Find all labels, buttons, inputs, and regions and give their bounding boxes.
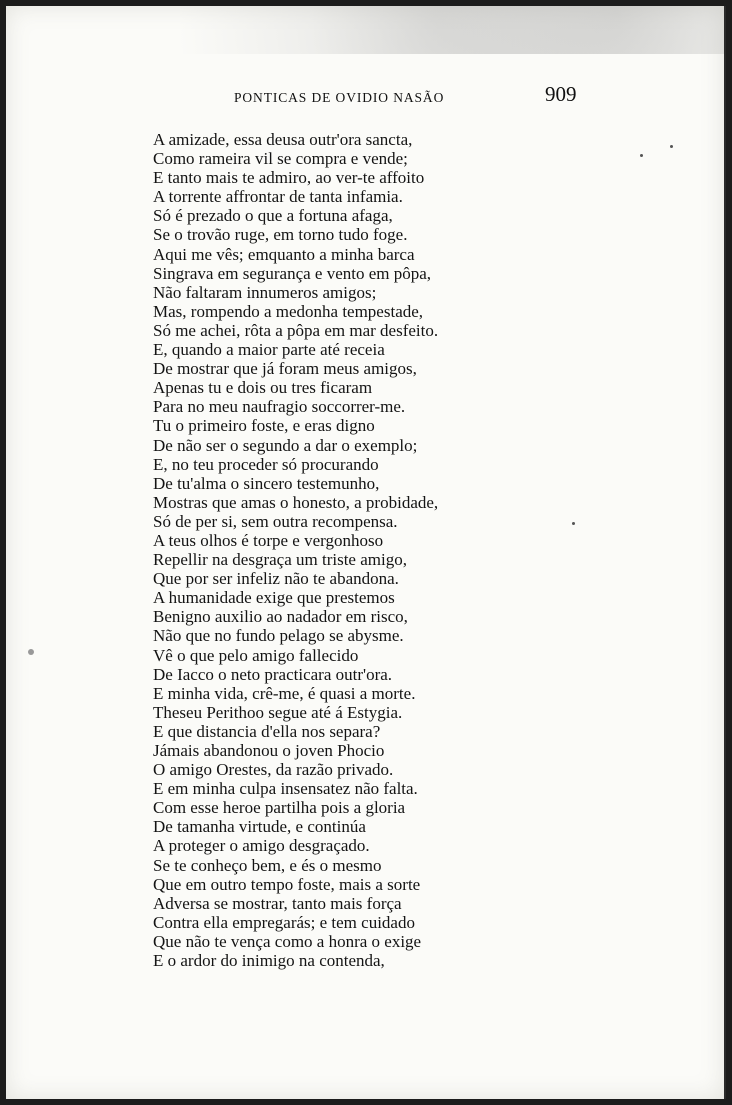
verse-line: A torrente affrontar de tanta infamia. bbox=[153, 187, 403, 207]
verse-line: Benigno auxilio ao nadador em risco, bbox=[153, 607, 408, 627]
verse-line: A proteger o amigo desgraçado. bbox=[153, 836, 370, 856]
page-speck bbox=[670, 145, 673, 148]
verse-line: A amizade, essa deusa outr'ora sancta, bbox=[153, 130, 413, 149]
verse-line: Mas, rompendo a medonha tempestade, bbox=[153, 301, 424, 321]
page-speck bbox=[28, 649, 34, 655]
verse-line: De tamanha virtude, e continúa bbox=[153, 817, 366, 837]
verse-line: E em minha culpa insensatez não falta. bbox=[153, 779, 418, 799]
page-speck bbox=[572, 522, 575, 525]
verse-line: Singrava em segurança e vento em pôpa, bbox=[153, 263, 432, 283]
verse-line: Adversa se mostrar, tanto mais força bbox=[153, 893, 402, 913]
verse-line: Contra ella empregarás; e tem cuidado bbox=[153, 912, 415, 932]
verse-line: Jámais abandonou o joven Phocio bbox=[153, 741, 385, 760]
running-title: PONTICAS DE OVIDIO NASÃO bbox=[234, 90, 445, 105]
verse-line: Mostras que amas o honesto, a probidade, bbox=[153, 492, 439, 512]
verse-line: Se o trovão ruge, em torno tudo foge. bbox=[153, 225, 408, 245]
verse-line: Apenas tu e dois ou tres ficaram bbox=[153, 378, 373, 398]
verse-line: Só me achei, rôta a pôpa em mar desfeito. bbox=[153, 320, 439, 340]
verse-line: E tanto mais te admiro, ao ver-te affoito bbox=[153, 168, 425, 188]
verse-line: De mostrar que já foram meus amigos, bbox=[153, 359, 417, 379]
verse-line: Não que no fundo pelago se abysme. bbox=[153, 626, 404, 646]
page-top-speckle bbox=[6, 6, 724, 54]
verse-line: E que distancia d'ella nos separa? bbox=[153, 721, 381, 741]
verse-line: Só é prezado o que a fortuna afaga, bbox=[153, 206, 393, 226]
verse-line: Com esse heroe partilha pois a gloria bbox=[153, 798, 406, 818]
verse-line: E o ardor do inimigo na contenda, bbox=[153, 951, 385, 971]
book-page bbox=[6, 6, 726, 1099]
verse-line: De Iacco o neto practicara outr'ora. bbox=[153, 664, 393, 684]
verse-line: E, no teu proceder só procurando bbox=[153, 454, 379, 474]
verse-line: E minha vida, crê-me, é quasi a morte. bbox=[153, 683, 416, 703]
page-number: 909 bbox=[545, 82, 577, 106]
verse-line: Aqui me vês; emquanto a minha barca bbox=[153, 244, 415, 264]
poem-text bbox=[153, 130, 533, 970]
verse-line: Theseu Perithoo segue até á Estygia. bbox=[153, 702, 403, 722]
verse-line: O amigo Orestes, da razão privado. bbox=[153, 760, 394, 780]
verse-line: Não faltaram innumeros amigos; bbox=[153, 282, 377, 302]
verse-line: A humanidade exige que prestemos bbox=[153, 588, 395, 608]
verse-line: Só de per si, sem outra recompensa. bbox=[153, 511, 398, 531]
verse-line: De tu'alma o sincero testemunho, bbox=[153, 473, 380, 493]
verse-line: Se te conheço bem, e és o mesmo bbox=[153, 855, 382, 875]
verse-line: Que em outro tempo foste, mais a sorte bbox=[153, 874, 421, 894]
verse-line: Que por ser infeliz não te abandona. bbox=[153, 569, 399, 589]
verse-line: E, quando a maior parte até receia bbox=[153, 340, 385, 360]
verse-line: Tu o primeiro foste, e eras digno bbox=[153, 416, 375, 436]
verse-line: Para no meu naufragio soccorrer-me. bbox=[153, 397, 406, 417]
page-speck bbox=[640, 154, 643, 157]
verse-line: Repellir na desgraça um triste amigo, bbox=[153, 550, 407, 570]
verse-line: A teus olhos é torpe e vergonhoso bbox=[153, 530, 384, 550]
verse-line: De não ser o segundo a dar o exemplo; bbox=[153, 435, 418, 455]
verse-line: Que não te vença como a honra o exige bbox=[153, 931, 422, 951]
verse-line: Vê o que pelo amigo fallecido bbox=[153, 645, 359, 665]
verse-line: Como rameira vil se compra e vende; bbox=[153, 149, 408, 169]
